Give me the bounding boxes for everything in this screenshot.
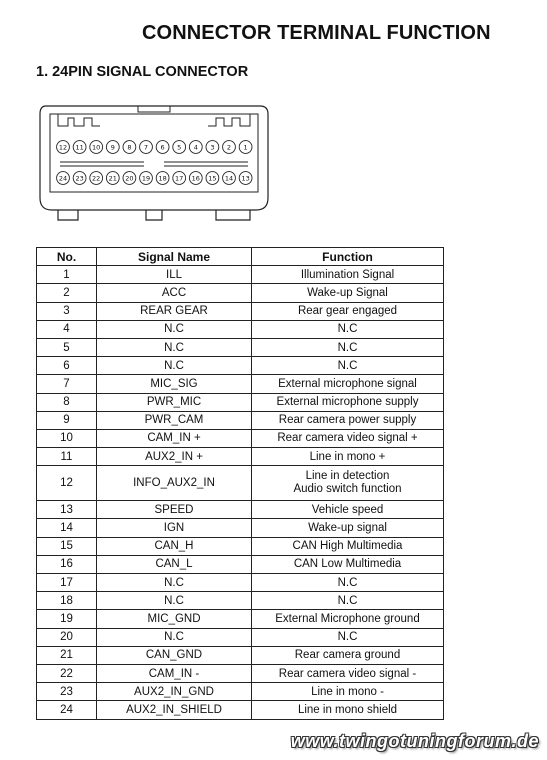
cell-signal-name: CAM_IN + xyxy=(97,429,252,447)
pin-label: 10 xyxy=(92,143,101,152)
connector-pin xyxy=(106,172,119,185)
pin-label: 2 xyxy=(226,143,232,152)
cell-function: External Microphone ground xyxy=(252,610,444,628)
table-row xyxy=(37,266,444,284)
cell-function: Vehicle speed xyxy=(252,501,444,519)
connector-pin xyxy=(140,172,153,185)
cell-no: 2 xyxy=(37,284,97,302)
table-row xyxy=(37,375,444,393)
cell-function: Line in mono shield xyxy=(252,701,444,719)
cell-function: Wake-up signal xyxy=(252,519,444,537)
cell-no: 3 xyxy=(37,302,97,320)
cell-function: External microphone supply xyxy=(252,393,444,411)
pin-label: 20 xyxy=(125,174,134,183)
cell-signal-name: N.C xyxy=(97,574,252,592)
cell-function: N.C xyxy=(252,628,444,646)
table-row xyxy=(37,338,444,356)
cell-signal-name: N.C xyxy=(97,628,252,646)
cell-no: 24 xyxy=(37,701,97,719)
cell-no: 17 xyxy=(37,574,97,592)
pin-label: 16 xyxy=(191,174,200,183)
table-row xyxy=(37,519,444,537)
connector-pin xyxy=(189,141,202,154)
cell-no: 14 xyxy=(37,519,97,537)
cell-function: N.C xyxy=(252,320,444,338)
pin-label: 23 xyxy=(75,174,84,183)
pin-label: 18 xyxy=(158,174,167,183)
cell-no: 18 xyxy=(37,592,97,610)
connector-pin xyxy=(156,172,169,185)
cell-signal-name: PWR_CAM xyxy=(97,411,252,429)
connector-pin xyxy=(73,141,86,154)
cell-function: N.C xyxy=(252,338,444,356)
cell-signal-name: IGN xyxy=(97,519,252,537)
table-row xyxy=(37,683,444,701)
cell-signal-name: AUX2_IN + xyxy=(97,448,252,466)
connector-pin xyxy=(173,172,186,185)
cell-no: 19 xyxy=(37,610,97,628)
connector-pin xyxy=(189,172,202,185)
pin-label: 21 xyxy=(108,174,117,183)
cell-signal-name: SPEED xyxy=(97,501,252,519)
connector-pin xyxy=(140,141,153,154)
pin-label: 17 xyxy=(175,174,184,183)
cell-function: CAN Low Multimedia xyxy=(252,555,444,573)
cell-no: 23 xyxy=(37,683,97,701)
cell-signal-name: MIC_GND xyxy=(97,610,252,628)
cell-signal-name: N.C xyxy=(97,357,252,375)
cell-no: 13 xyxy=(37,501,97,519)
cell-no: 11 xyxy=(37,448,97,466)
cell-no: 6 xyxy=(37,357,97,375)
table-row xyxy=(37,537,444,555)
cell-signal-name: AUX2_IN_GND xyxy=(97,683,252,701)
table-row xyxy=(37,610,444,628)
cell-function-line: Line in detection xyxy=(305,470,390,483)
pin-label: 12 xyxy=(58,143,68,152)
header-signal-name: Signal Name xyxy=(97,248,252,266)
cell-signal-name: N.C xyxy=(97,338,252,356)
cell-signal-name: AUX2_IN_SHIELD xyxy=(97,701,252,719)
table-row xyxy=(37,357,444,375)
cell-no: 7 xyxy=(37,375,97,393)
cell-signal-name: N.C xyxy=(97,320,252,338)
table-row xyxy=(37,555,444,573)
table-row xyxy=(37,628,444,646)
cell-function xyxy=(252,466,444,501)
cell-signal-name: PWR_MIC xyxy=(97,393,252,411)
page-title: CONNECTOR TERMINAL FUNCTION xyxy=(142,22,491,44)
cell-function: CAN High Multimedia xyxy=(252,537,444,555)
connector-pin xyxy=(223,172,236,185)
cell-signal-name: N.C xyxy=(97,592,252,610)
pin-label: 7 xyxy=(143,143,149,152)
cell-function: Line in mono - xyxy=(252,683,444,701)
table-row xyxy=(37,284,444,302)
connector-housing xyxy=(40,106,268,220)
cell-signal-name: ACC xyxy=(97,284,252,302)
cell-no: 21 xyxy=(37,646,97,664)
cell-function: Wake-up Signal xyxy=(252,284,444,302)
connector-pin xyxy=(173,141,186,154)
pin-label: 9 xyxy=(110,143,115,152)
cell-no: 15 xyxy=(37,537,97,555)
table-row xyxy=(37,320,444,338)
connector-pin xyxy=(156,141,169,154)
table-row xyxy=(37,664,444,682)
connector-diagram xyxy=(34,102,274,226)
cell-no: 16 xyxy=(37,555,97,573)
watermark-text: www.twingotuningforum.de xyxy=(290,731,539,751)
connector-pin xyxy=(123,172,136,185)
cell-function: Line in mono + xyxy=(252,448,444,466)
table-row xyxy=(37,592,444,610)
cell-no: 20 xyxy=(37,628,97,646)
cell-no: 5 xyxy=(37,338,97,356)
table-row xyxy=(37,393,444,411)
connector-pin xyxy=(57,141,70,154)
table-row xyxy=(37,429,444,447)
table-header-row xyxy=(37,248,444,266)
pin-label: 13 xyxy=(241,174,250,183)
cell-function: N.C xyxy=(252,592,444,610)
pin-label: 5 xyxy=(177,143,182,152)
cell-no: 10 xyxy=(37,429,97,447)
signal-table xyxy=(36,247,444,720)
connector-pin xyxy=(106,141,119,154)
connector-pin-row-bottom xyxy=(57,172,252,185)
table-row xyxy=(37,411,444,429)
table-row xyxy=(37,302,444,320)
pin-label: 19 xyxy=(141,174,151,183)
cell-function-line: Audio switch function xyxy=(293,483,402,496)
cell-signal-name: REAR GEAR xyxy=(97,302,252,320)
cell-function: Rear camera video signal - xyxy=(252,664,444,682)
table-row xyxy=(37,701,444,719)
table-row xyxy=(37,501,444,519)
cell-signal-name: ILL xyxy=(97,266,252,284)
cell-signal-name: CAN_H xyxy=(97,537,252,555)
pin-label: 8 xyxy=(127,143,132,152)
cell-function: Rear camera power supply xyxy=(252,411,444,429)
connector-pin-row-top xyxy=(57,141,252,154)
cell-signal-name: CAN_GND xyxy=(97,646,252,664)
cell-function: N.C xyxy=(252,574,444,592)
connector-pin xyxy=(239,141,252,154)
cell-signal-name: CAM_IN - xyxy=(97,664,252,682)
cell-no: 12 xyxy=(37,466,97,501)
pin-label: 15 xyxy=(208,174,217,183)
cell-no: 1 xyxy=(37,266,97,284)
connector-pin xyxy=(57,172,70,185)
pin-label: 3 xyxy=(210,143,215,152)
connector-pin xyxy=(73,172,86,185)
cell-no: 8 xyxy=(37,393,97,411)
cell-function: Rear gear engaged xyxy=(252,302,444,320)
table-row xyxy=(37,646,444,664)
pin-label: 6 xyxy=(160,143,165,152)
connector-pin xyxy=(123,141,136,154)
pin-label: 24 xyxy=(58,174,68,183)
table-body xyxy=(37,266,444,719)
pin-label: 11 xyxy=(75,143,84,152)
cell-function: Illumination Signal xyxy=(252,266,444,284)
cell-function: Rear camera video signal + xyxy=(252,429,444,447)
header-no: No. xyxy=(37,248,97,266)
table-row xyxy=(37,448,444,466)
pin-label: 22 xyxy=(92,174,101,183)
cell-no: 4 xyxy=(37,320,97,338)
cell-no: 9 xyxy=(37,411,97,429)
cell-function: N.C xyxy=(252,357,444,375)
connector-pin xyxy=(90,141,103,154)
cell-signal-name: MIC_SIG xyxy=(97,375,252,393)
cell-signal-name: CAN_L xyxy=(97,555,252,573)
pin-label: 4 xyxy=(193,143,198,152)
connector-pin xyxy=(90,172,103,185)
connector-pin xyxy=(206,141,219,154)
connector-pin xyxy=(223,141,236,154)
cell-no: 22 xyxy=(37,664,97,682)
header-function: Function xyxy=(252,248,444,266)
table-row xyxy=(37,466,444,501)
connector-pin xyxy=(239,172,252,185)
cell-signal-name: INFO_AUX2_IN xyxy=(97,466,252,501)
cell-function: External microphone signal xyxy=(252,375,444,393)
pin-label: 1 xyxy=(243,143,248,152)
cell-function: Rear camera ground xyxy=(252,646,444,664)
section-heading: 1. 24PIN SIGNAL CONNECTOR xyxy=(36,64,249,80)
pin-label: 14 xyxy=(224,174,234,183)
table-row xyxy=(37,574,444,592)
connector-pin xyxy=(206,172,219,185)
